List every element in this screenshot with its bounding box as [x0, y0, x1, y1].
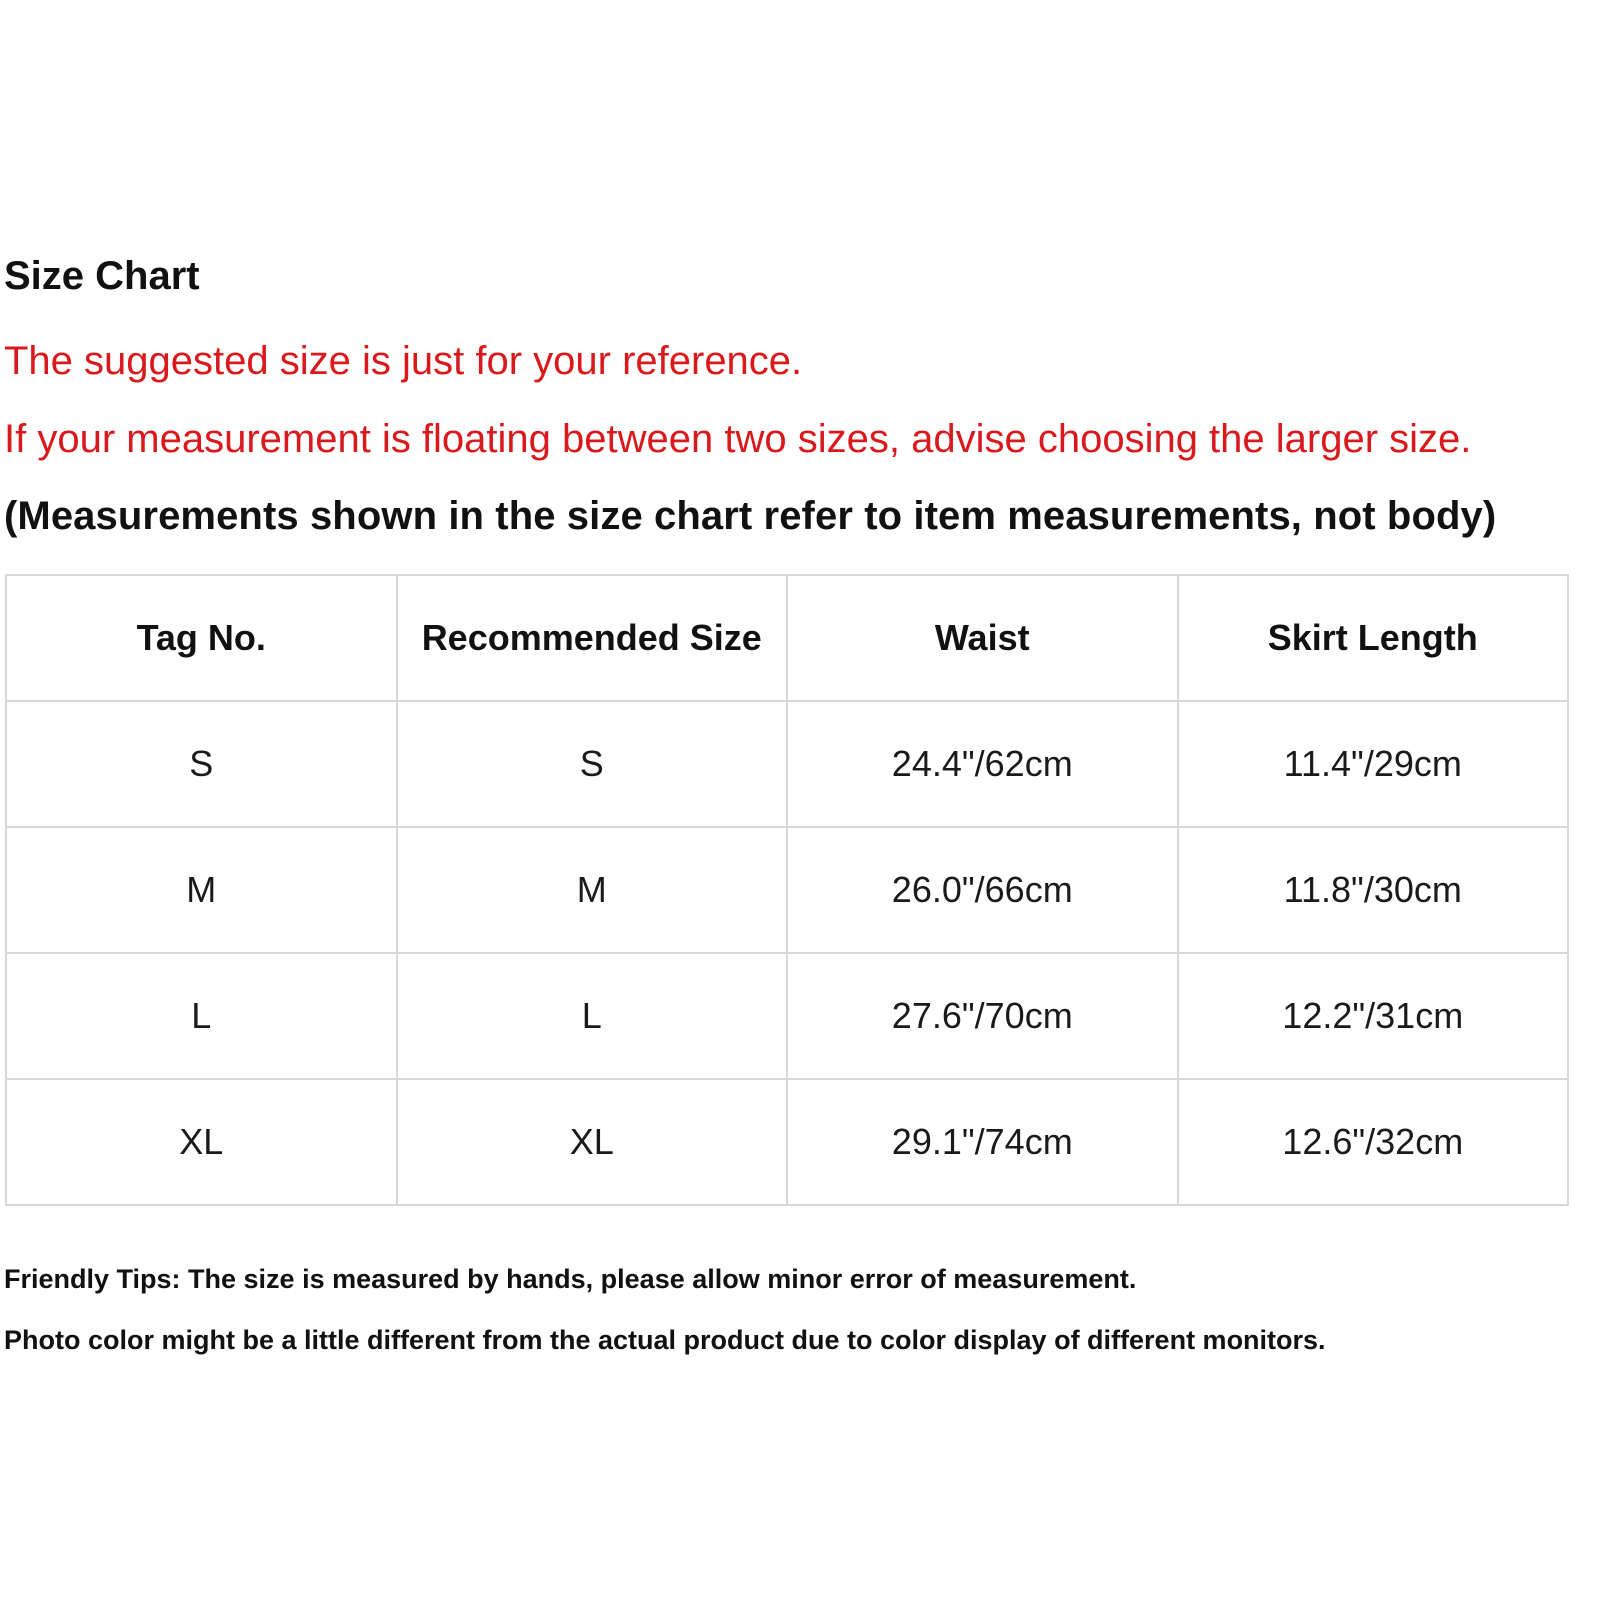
- measurement-note: (Measurements shown in the size chart refer to item measurements, not body): [4, 494, 1497, 538]
- tag-cell: XL: [6, 1079, 397, 1205]
- skirt-length-cell: 12.6"/32cm: [1178, 1079, 1569, 1205]
- header-skirt-length: Skirt Length: [1178, 575, 1569, 701]
- recommended-size-cell: XL: [397, 1079, 788, 1205]
- header-recommended-size: Recommended Size: [397, 575, 788, 701]
- table-header-row: [6, 575, 1568, 701]
- recommended-size-cell: M: [397, 827, 788, 953]
- tag-cell: L: [6, 953, 397, 1079]
- table-row: [6, 953, 1568, 1079]
- table-row: [6, 1079, 1568, 1205]
- waist-cell: 27.6"/70cm: [787, 953, 1178, 1079]
- larger-size-note: If your measurement is floating between two sizes, advise choosing the larger size.: [4, 417, 1472, 461]
- reference-note: The suggested size is just for your reference.: [4, 339, 803, 383]
- page-title: Size Chart: [4, 254, 200, 298]
- recommended-size-cell: S: [397, 701, 788, 827]
- table-row: [6, 827, 1568, 953]
- header-waist: Waist: [787, 575, 1178, 701]
- waist-cell: 24.4"/62cm: [787, 701, 1178, 827]
- skirt-length-cell: 11.4"/29cm: [1178, 701, 1569, 827]
- friendly-tip: Friendly Tips: The size is measured by hands, please allow minor error of measurement.: [4, 1264, 1137, 1294]
- table-row: [6, 701, 1568, 827]
- recommended-size-cell: L: [397, 953, 788, 1079]
- size-table: [5, 574, 1569, 1206]
- skirt-length-cell: 11.8"/30cm: [1178, 827, 1569, 953]
- tag-cell: M: [6, 827, 397, 953]
- waist-cell: 29.1"/74cm: [787, 1079, 1178, 1205]
- photo-color-tip: Photo color might be a little different from the actual product due to color display of different monitors.: [4, 1325, 1326, 1355]
- tag-cell: S: [6, 701, 397, 827]
- skirt-length-cell: 12.2"/31cm: [1178, 953, 1569, 1079]
- header-tag-no: Tag No.: [6, 575, 397, 701]
- waist-cell: 26.0"/66cm: [787, 827, 1178, 953]
